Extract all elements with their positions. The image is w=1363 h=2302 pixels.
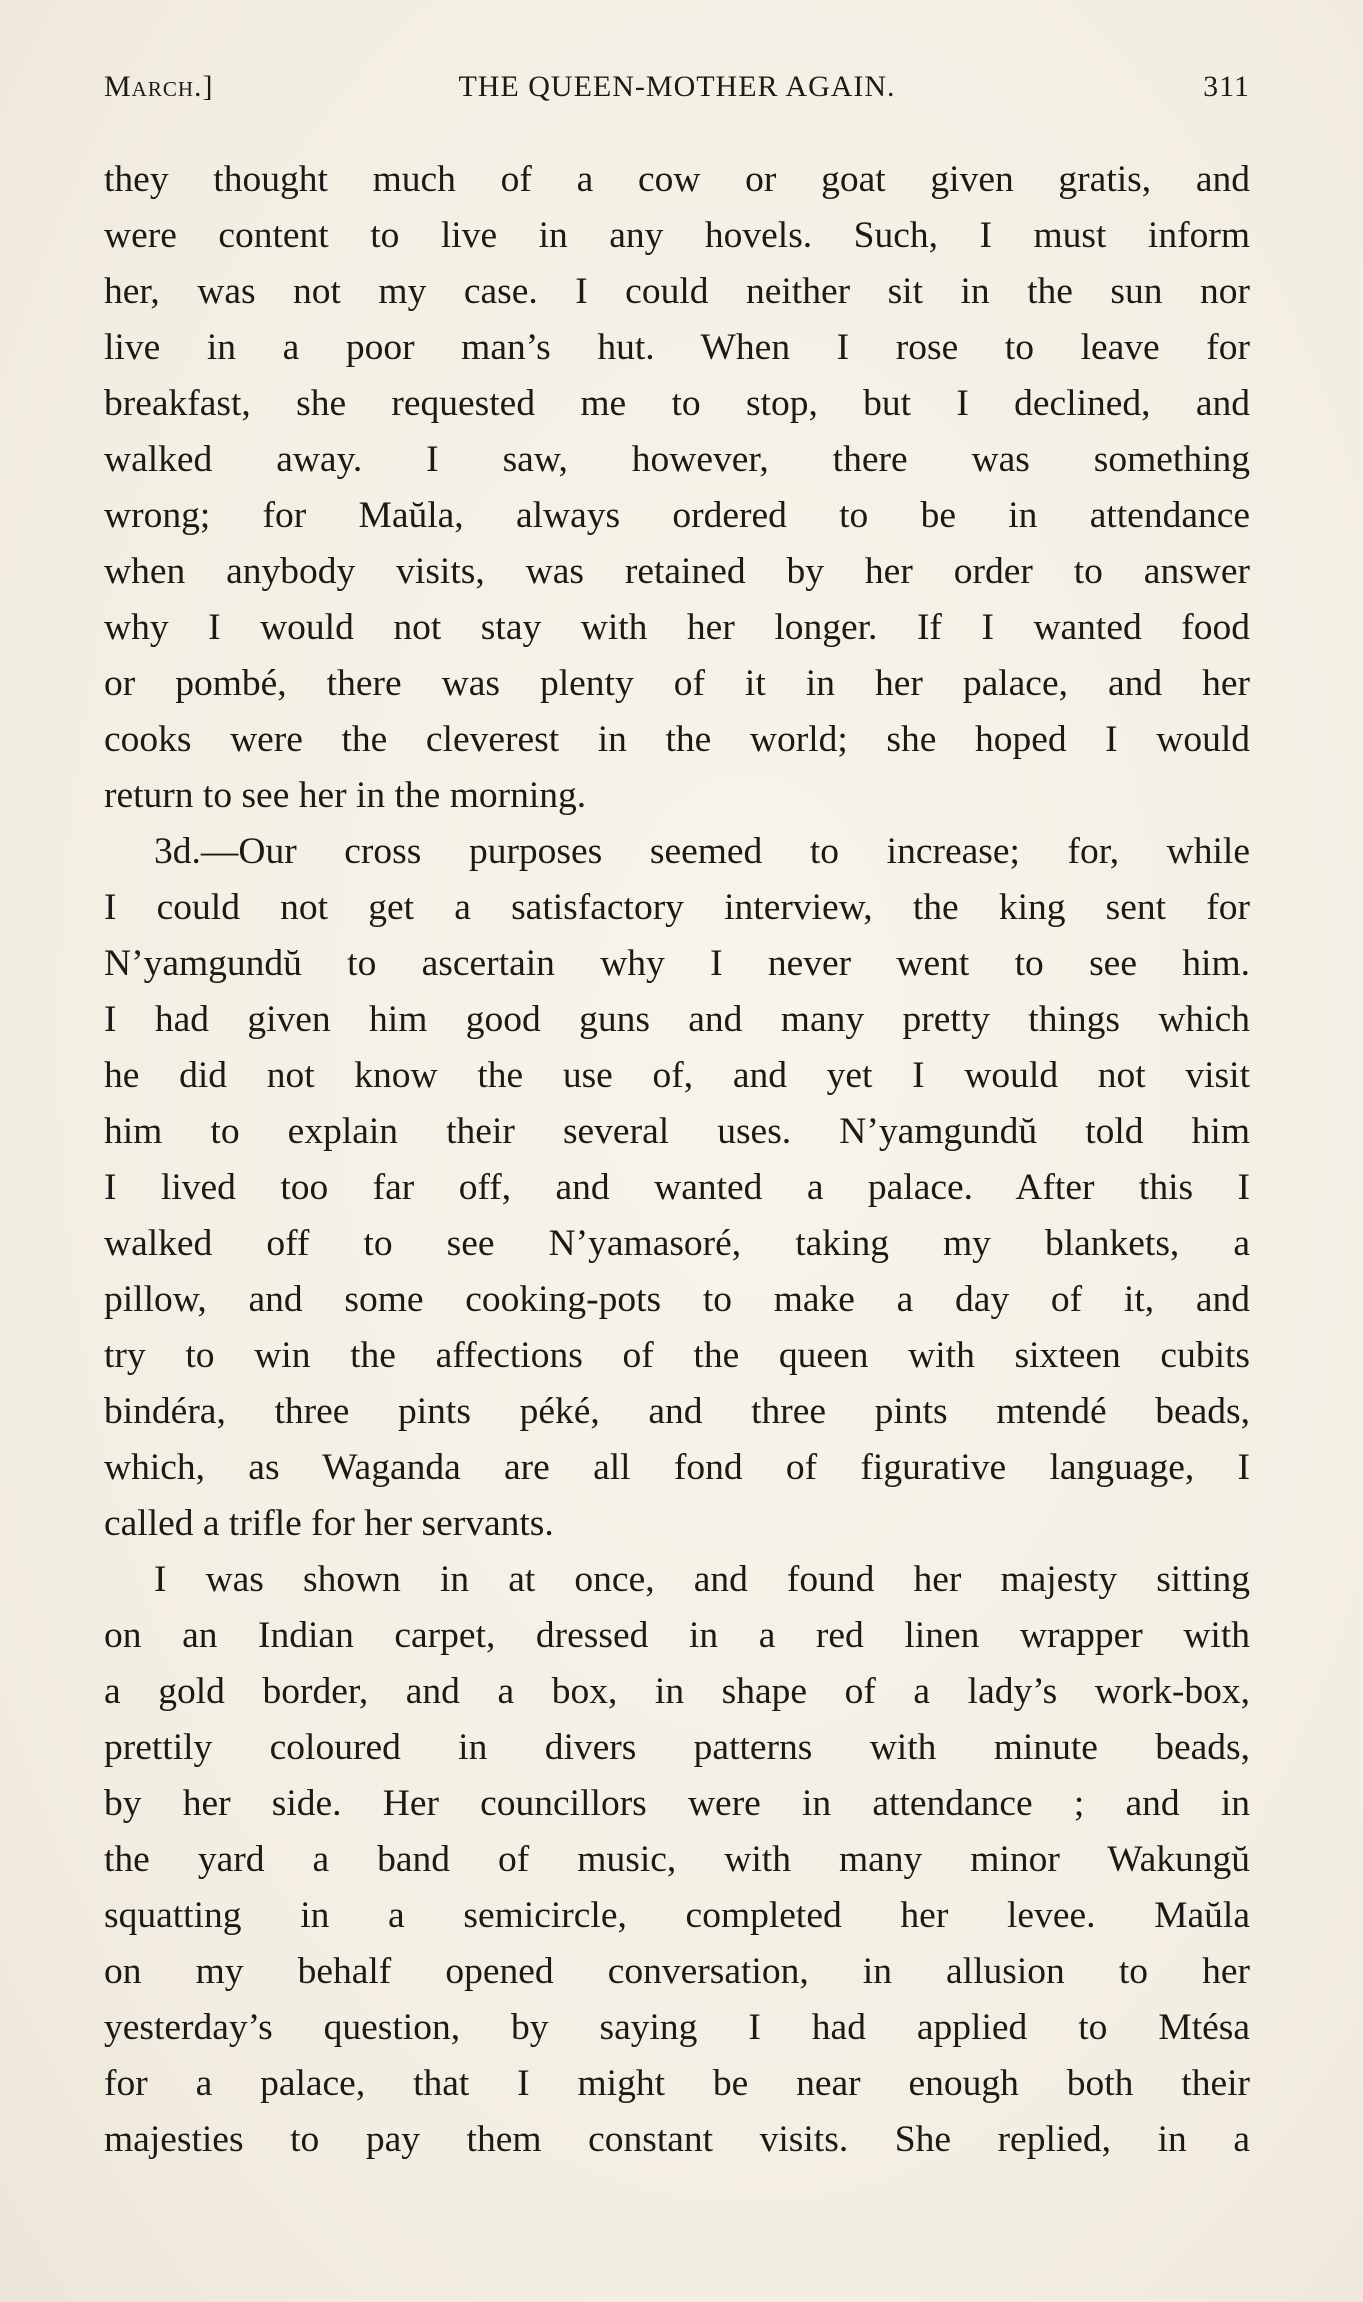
text-line: the yard a band of music, with many minor Wakungŭ	[104, 1839, 1250, 1880]
text-line: or pombé, there was plenty of it in her palace, and her	[104, 663, 1250, 704]
text-line: return to see her in the morning.	[104, 775, 587, 816]
body-text	[104, 152, 1250, 2168]
text-line: called a trifle for her servants.	[104, 1503, 554, 1544]
text-line: he did not know the use of, and yet I would not visit	[104, 1055, 1250, 1096]
text-line: I was shown in at once, and found her majesty sitting	[154, 1559, 1250, 1600]
text-line: why I would not stay with her longer. If I wanted food	[104, 607, 1250, 648]
text-line: when anybody visits, was retained by her order to answer	[104, 551, 1250, 592]
text-line: they thought much of a cow or goat given gratis, and	[104, 159, 1250, 200]
text-line: N’yamgundŭ to ascertain why I never went to see him.	[104, 943, 1250, 984]
text-line: walked away. I saw, however, there was something	[104, 439, 1250, 480]
text-line: I could not get a satisfactory interview, the king sent for	[104, 887, 1250, 928]
text-line: a gold border, and a box, in shape of a lady’s work-box,	[104, 1671, 1250, 1712]
text-line: majesties to pay them constant visits. She replied, in a	[104, 2119, 1250, 2160]
text-line: for a palace, that I might be near enough both their	[104, 2063, 1250, 2104]
text-line: walked off to see N’yamasoré, taking my blankets, a	[104, 1223, 1250, 1264]
running-header	[104, 70, 1250, 120]
text-line: which, as Waganda are all fond of figurative language, I	[104, 1447, 1250, 1488]
text-line: squatting in a semicircle, completed her levee. Maŭla	[104, 1895, 1250, 1936]
text-line: live in a poor man’s hut. When I rose to leave for	[104, 327, 1250, 368]
text-line: bindéra, three pints péké, and three pints mtendé beads,	[104, 1391, 1250, 1432]
text-line: pillow, and some cooking-pots to make a day of it, and	[104, 1279, 1250, 1320]
text-line: wrong; for Maŭla, always ordered to be in attendance	[104, 495, 1250, 536]
text-line: yesterday’s question, by saying I had applied to Mtésa	[104, 2007, 1250, 2048]
text-line: on my behalf opened conversation, in allusion to her	[104, 1951, 1250, 1992]
text-line: on an Indian carpet, dressed in a red linen wrapper with	[104, 1615, 1250, 1656]
text-line: prettily coloured in divers patterns with minute beads,	[104, 1727, 1250, 1768]
header-month: March.]	[104, 70, 214, 103]
text-line: breakfast, she requested me to stop, but I declined, and	[104, 383, 1250, 424]
text-line: were content to live in any hovels. Such, I must inform	[104, 215, 1250, 256]
text-line: cooks were the cleverest in the world; she hoped I would	[104, 719, 1250, 760]
text-line: him to explain their several uses. N’yamgundŭ told him	[104, 1111, 1250, 1152]
text-line: try to win the affections of the queen with sixteen cubits	[104, 1335, 1250, 1376]
text-line: her, was not my case. I could neither sit in the sun nor	[104, 271, 1250, 312]
text-line: 3d.—Our cross purposes seemed to increase; for, while	[154, 831, 1250, 872]
text-line: I lived too far off, and wanted a palace. After this I	[104, 1167, 1250, 1208]
page-number: 311	[1203, 70, 1250, 103]
text-line: by her side. Her councillors were in attendance ; and in	[104, 1783, 1250, 1824]
text-line: I had given him good guns and many pretty things which	[104, 999, 1250, 1040]
header-title: THE QUEEN-MOTHER AGAIN.	[458, 70, 896, 103]
